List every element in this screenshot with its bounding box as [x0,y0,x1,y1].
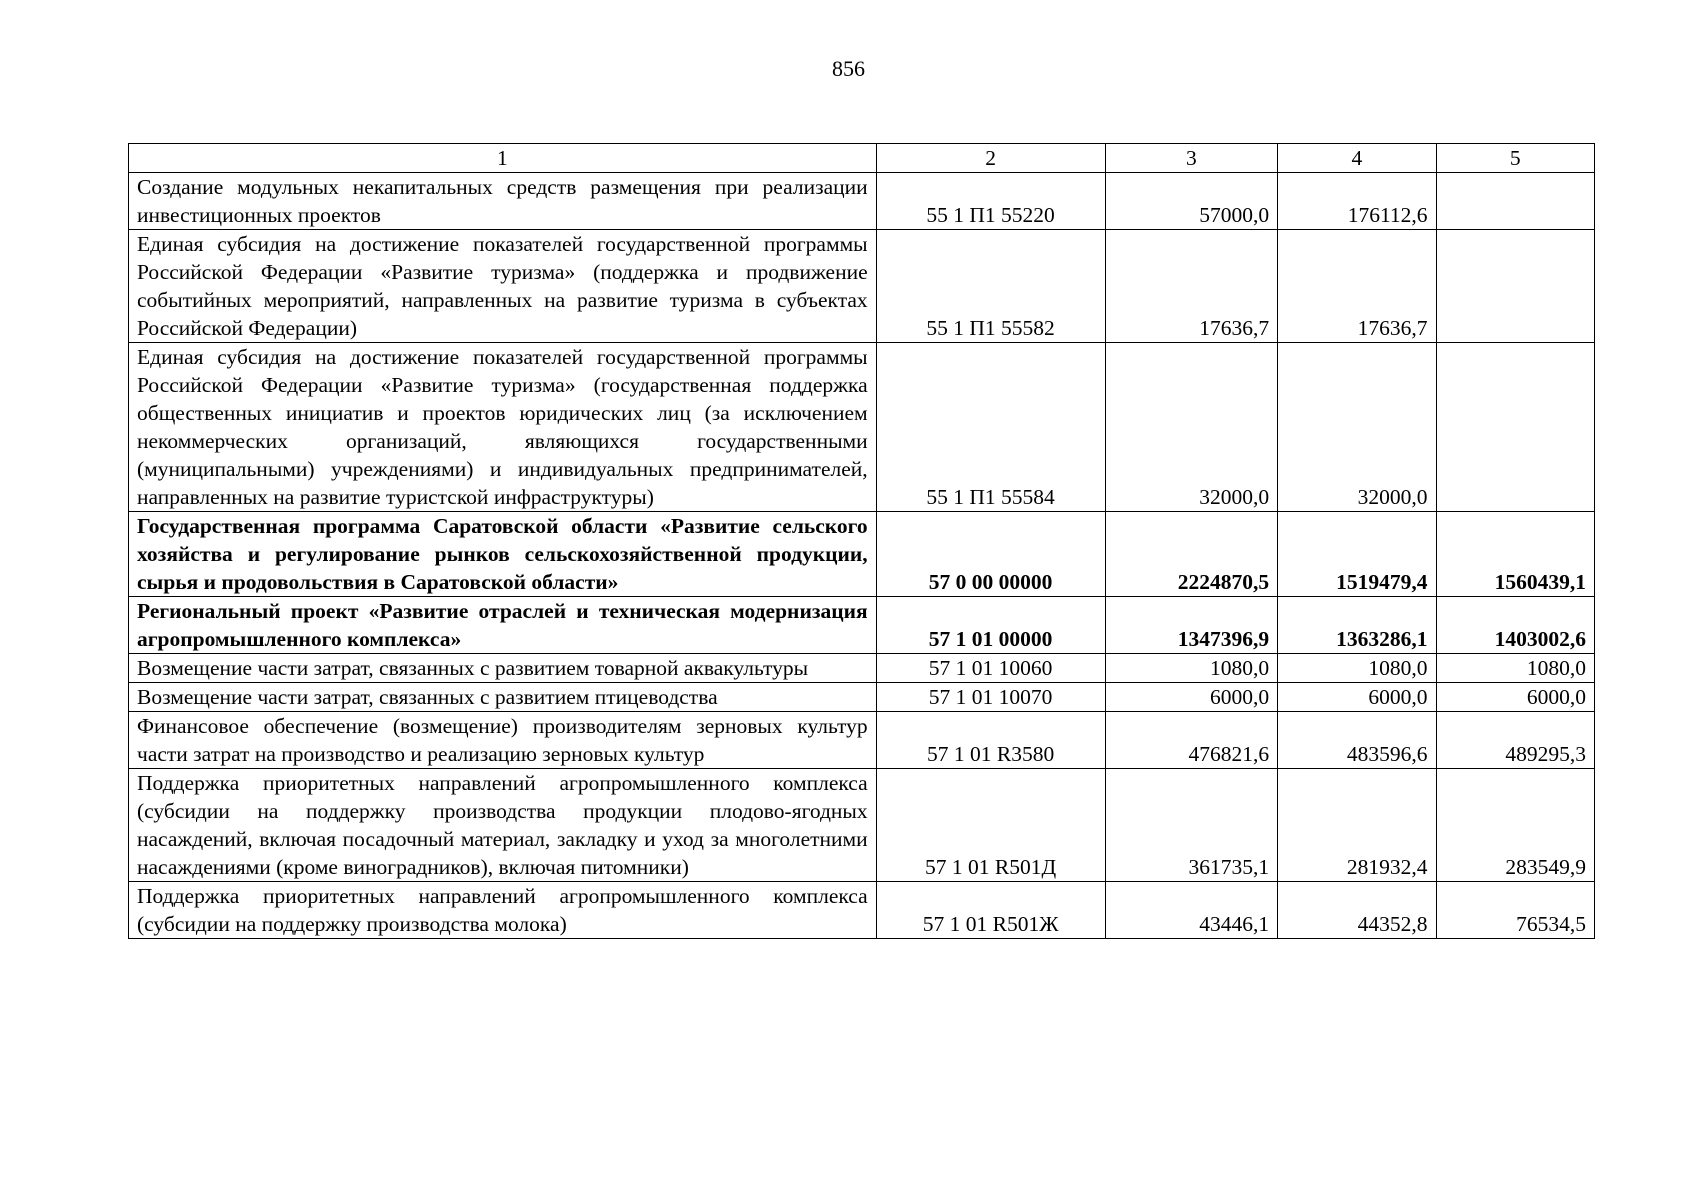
row-code: 55 1 П1 55220 [876,173,1105,230]
table-row [129,512,1595,597]
column-header-3: 3 [1105,144,1278,173]
row-code: 57 1 01 R501Д [876,769,1105,882]
row-value-col3: 17636,7 [1105,230,1278,343]
row-value-col4: 1363286,1 [1278,597,1436,654]
row-value-col5: 1560439,1 [1436,512,1594,597]
row-description: Государственная программа Саратовской области «Развитие сельского хозяйства и регулирование рынков сельскохозяйственной продукции, сырья и продовольствия в Саратовской области» [129,512,877,597]
row-value-col4: 6000,0 [1278,683,1436,712]
table-row [129,654,1595,683]
row-value-col4: 1080,0 [1278,654,1436,683]
table-header-row [129,144,1595,173]
row-value-col3: 32000,0 [1105,343,1278,512]
budget-table [128,143,1595,939]
row-value-col5 [1436,343,1594,512]
row-value-col4: 17636,7 [1278,230,1436,343]
column-header-2: 2 [876,144,1105,173]
row-code: 57 1 01 R501Ж [876,882,1105,939]
row-value-col5: 489295,3 [1436,712,1594,769]
row-description: Финансовое обеспечение (возмещение) производителям зерновых культур части затрат на производство и реализацию зерновых культур [129,712,877,769]
table-row [129,343,1595,512]
row-value-col3: 1347396,9 [1105,597,1278,654]
row-description: Поддержка приоритетных направлений агропромышленного комплекса (субсидии на поддержку производства продукции плодово-ягодных насаждений, включая посадочный материал, закладку и уход за многолетними насаждениями (кроме виноградников), включая питомники) [129,769,877,882]
column-header-4: 4 [1278,144,1436,173]
row-value-col4: 483596,6 [1278,712,1436,769]
row-value-col4: 281932,4 [1278,769,1436,882]
row-value-col5: 283549,9 [1436,769,1594,882]
row-description: Возмещение части затрат, связанных с развитием птицеводства [129,683,877,712]
table-row [129,230,1595,343]
row-code: 57 1 01 R3580 [876,712,1105,769]
row-value-col3: 2224870,5 [1105,512,1278,597]
row-code: 57 1 01 10060 [876,654,1105,683]
row-value-col4: 44352,8 [1278,882,1436,939]
row-value-col3: 361735,1 [1105,769,1278,882]
row-value-col5 [1436,230,1594,343]
row-code: 55 1 П1 55582 [876,230,1105,343]
row-value-col3: 1080,0 [1105,654,1278,683]
column-header-5: 5 [1436,144,1594,173]
row-description: Единая субсидия на достижение показателей государственной программы Российской Федерации «Развитие туризма» (государственная поддержка общественных инициатив и проектов юридических лиц (за исключением некоммерческих организаций, являющихся государственными (муниципальными) учреждениями) и индивидуальных предпринимателей, направленных на развитие туристской инфраструктуры) [129,343,877,512]
row-value-col4: 176112,6 [1278,173,1436,230]
row-code: 57 0 00 00000 [876,512,1105,597]
row-description: Поддержка приоритетных направлений агропромышленного комплекса (субсидии на поддержку производства молока) [129,882,877,939]
column-header-1: 1 [129,144,877,173]
row-value-col5: 1080,0 [1436,654,1594,683]
table-row [129,769,1595,882]
row-value-col4: 32000,0 [1278,343,1436,512]
table-row [129,882,1595,939]
row-value-col3: 476821,6 [1105,712,1278,769]
row-code: 55 1 П1 55584 [876,343,1105,512]
row-value-col5: 6000,0 [1436,683,1594,712]
table-row [129,597,1595,654]
row-value-col5 [1436,173,1594,230]
row-value-col3: 6000,0 [1105,683,1278,712]
row-description: Региональный проект «Развитие отраслей и техническая модернизация агропромышленного комплекса» [129,597,877,654]
row-value-col3: 43446,1 [1105,882,1278,939]
row-code: 57 1 01 10070 [876,683,1105,712]
row-description: Возмещение части затрат, связанных с развитием товарной аквакультуры [129,654,877,683]
table-row [129,712,1595,769]
row-value-col5: 1403002,6 [1436,597,1594,654]
row-code: 57 1 01 00000 [876,597,1105,654]
table-row [129,173,1595,230]
page-number: 856 [832,56,865,81]
table-row [129,683,1595,712]
row-value-col3: 57000,0 [1105,173,1278,230]
row-value-col5: 76534,5 [1436,882,1594,939]
row-description: Создание модульных некапитальных средств размещения при реализации инвестиционных проектов [129,173,877,230]
row-value-col4: 1519479,4 [1278,512,1436,597]
row-description: Единая субсидия на достижение показателей государственной программы Российской Федерации «Развитие туризма» (поддержка и продвижение событийных мероприятий, направленных на развитие туризма в субъектах Российской Федерации) [129,230,877,343]
